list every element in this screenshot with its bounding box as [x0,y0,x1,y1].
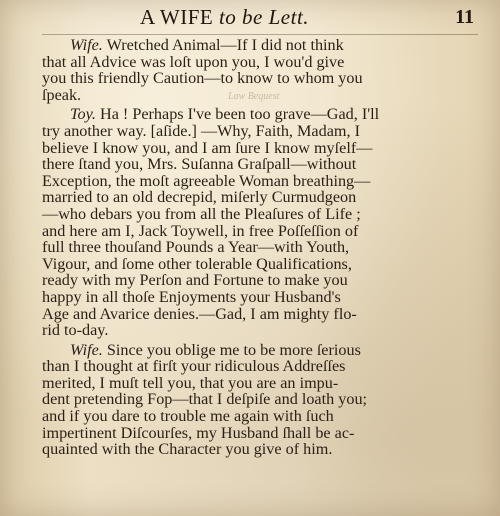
speech-wife-2 [42,342,478,458]
running-title-initial: A [140,5,155,29]
speech-line: married to an old decrepid, miſerly Curmudgeon [42,188,357,207]
speech-line: and if you dare to trouble me again with ſuch [42,407,334,426]
speech-line: Toy. Ha ! Perhaps I've been too grave—Gad, I'll [70,105,380,124]
speech-line: dent pretending Fop—that I deſpiſe and loath you; [42,390,368,409]
speech-line: believe I know you, and I am ſure I know myſelf— [42,138,373,157]
speech-line: and here am I, Jack Toywell, in free Poſſeſſion of [42,221,359,240]
speech-line: Vigour, and ſome other tolerable Qualifications, [42,254,352,273]
speech-line: try another way. [aſide.] —Why, Faith, Madam, I [42,121,360,140]
running-title [140,5,309,30]
speech-line: Exception, the moſt agreeable Woman breathing— [42,171,371,190]
speech-line: rid to-day. [42,321,109,340]
speech-line: Wife. Since you oblige me to be more ſerious [70,340,361,359]
speech-line: you this friendly Caution—to know to whom you [42,69,363,88]
running-title-word: WIFE [159,5,214,29]
speech-line: ſpeak. [42,85,82,104]
speech-line: happy in all thoſe Enjoyments your Husband's [42,287,341,306]
speech-line: quainted with the Character you give of him. [42,440,333,459]
speech-line: that all Advice was loſt upon you, I wou'd give [42,52,345,71]
library-stamp: Law Bequest [228,91,280,102]
speech-line: Age and Avarice denies.—Gad, I am mighty flo- [42,304,357,323]
speech-line: ready with my Perſon and Fortune to make you [42,271,348,290]
running-head [42,4,478,35]
page-number: 11 [455,6,474,28]
speaker-name: Toy. [70,105,96,124]
running-title-rest: to be Lett. [218,5,310,29]
speaker-name: Wife. [70,340,103,359]
speech-line: there ſtand you, Mrs. Suſanna Graſpall—without [42,155,357,174]
speech-line: Wife. Wretched Animal—If I did not think [70,36,344,54]
speech-line: impertinent Diſcourſes, my Husband ſhall be ac- [42,423,355,442]
speech-line: merited, I muſt tell you, that you are an impu- [42,373,339,392]
speech-toy [42,106,478,338]
speech-line: —who debars you from all the Pleaſures of Life ; [42,204,361,223]
speech-line: full three thouſand Pounds a Year—with Youth, [42,238,350,257]
speaker-name: Wife. [70,36,103,54]
speech-line: than I thought at firſt your ridiculous Addreſſes [42,357,346,376]
